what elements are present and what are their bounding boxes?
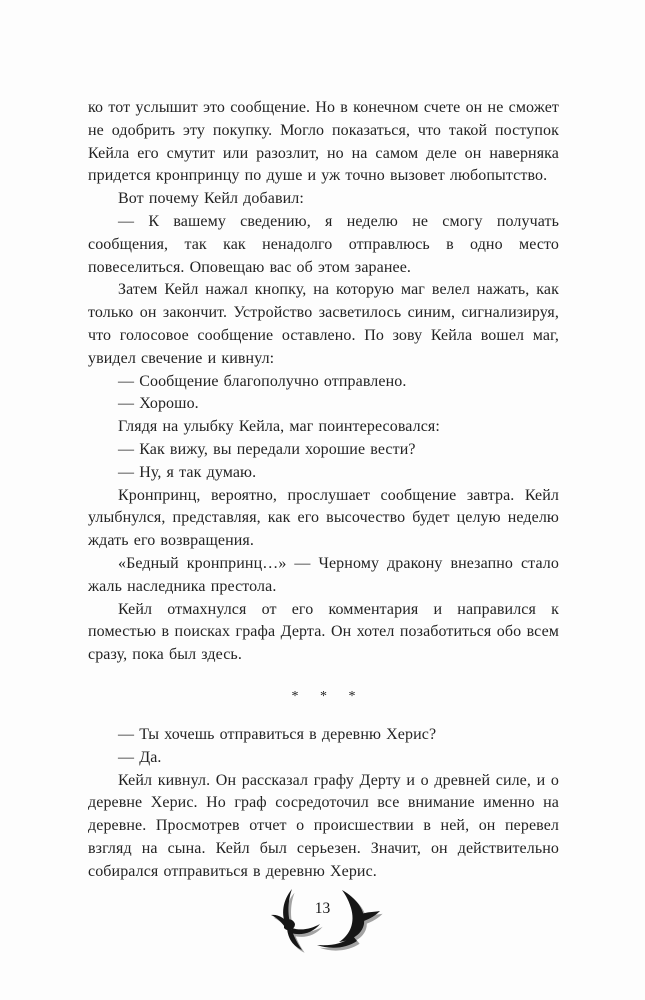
paragraph: Вот почему Кейл добавил: xyxy=(118,190,304,208)
paragraph: Затем Кейл нажал кнопку, на которую маг велел нажать, как только он закончит. Устройство засветилось синим, сигнализируя, что голосовое сообщение оставлено. По зову Кейла вошел маг, увидел свечение и кивнул: xyxy=(88,281,559,367)
paragraph: — Хорошо. xyxy=(118,395,199,413)
paragraph: ко тот услышит это сообщение. Но в конечном счете он не сможет не одобрить эту покупку. Могло показаться, что такой поступок Кейла его смутит или разозлит, но на самом деле он наверняка придется кронпринцу по душе и уж точно вызовет любопытство. xyxy=(88,99,559,185)
paragraph: — К вашему сведению, я неделю не смогу получать сообщения, так как ненадолго отправлюсь в одно место повеселиться. Оповещаю вас об этом заранее. xyxy=(88,212,559,276)
paragraph: Глядя на улыбку Кейла, маг поинтересовался: xyxy=(118,418,440,436)
page-text-column xyxy=(88,97,559,884)
page-number: 13 xyxy=(314,900,331,917)
scene-break-separator: * * * xyxy=(291,688,365,704)
footer-ornament-area xyxy=(261,884,385,954)
text-block-before-break xyxy=(88,97,559,667)
paragraph: Кейл отмахнулся от его комментария и направился к поместью в поисках графа Дерта. Он хотел позаботиться обо всем сразу, пока был здесь. xyxy=(88,600,559,664)
paragraph: Кейл кивнул. Он рассказал графу Дерту и о древней силе, и о деревне Херис. Но граф сосредоточил все внимание именно на деревне. Просмотрев отчет о происшествии в ней, он перевел взгляд на сына. Кейл был серьезен. Значит, он действительно собирался отправиться в деревню Херис. xyxy=(88,771,559,880)
paragraph: — Ты хочешь отправиться в деревню Херис? xyxy=(118,725,437,743)
page-footer xyxy=(0,884,645,954)
paragraph: — Да. xyxy=(118,748,162,766)
paragraph: «Бедный кронпринц…» — Черному дракону внезапно стало жаль наследника престола. xyxy=(88,554,559,595)
paragraph: Кронпринц, вероятно, прослушает сообщение завтра. Кейл улыбнулся, представляя, как его высочество будет целую неделю ждать его возвращения. xyxy=(88,486,559,550)
paragraph: — Ну, я так думаю. xyxy=(118,463,257,481)
paragraph: — Как вижу, вы передали хорошие вести? xyxy=(118,440,416,458)
paragraph: — Сообщение благополучно отправлено. xyxy=(118,372,407,390)
dragon-claw-ornament-icon xyxy=(261,884,385,954)
text-block-after-break xyxy=(88,724,559,884)
